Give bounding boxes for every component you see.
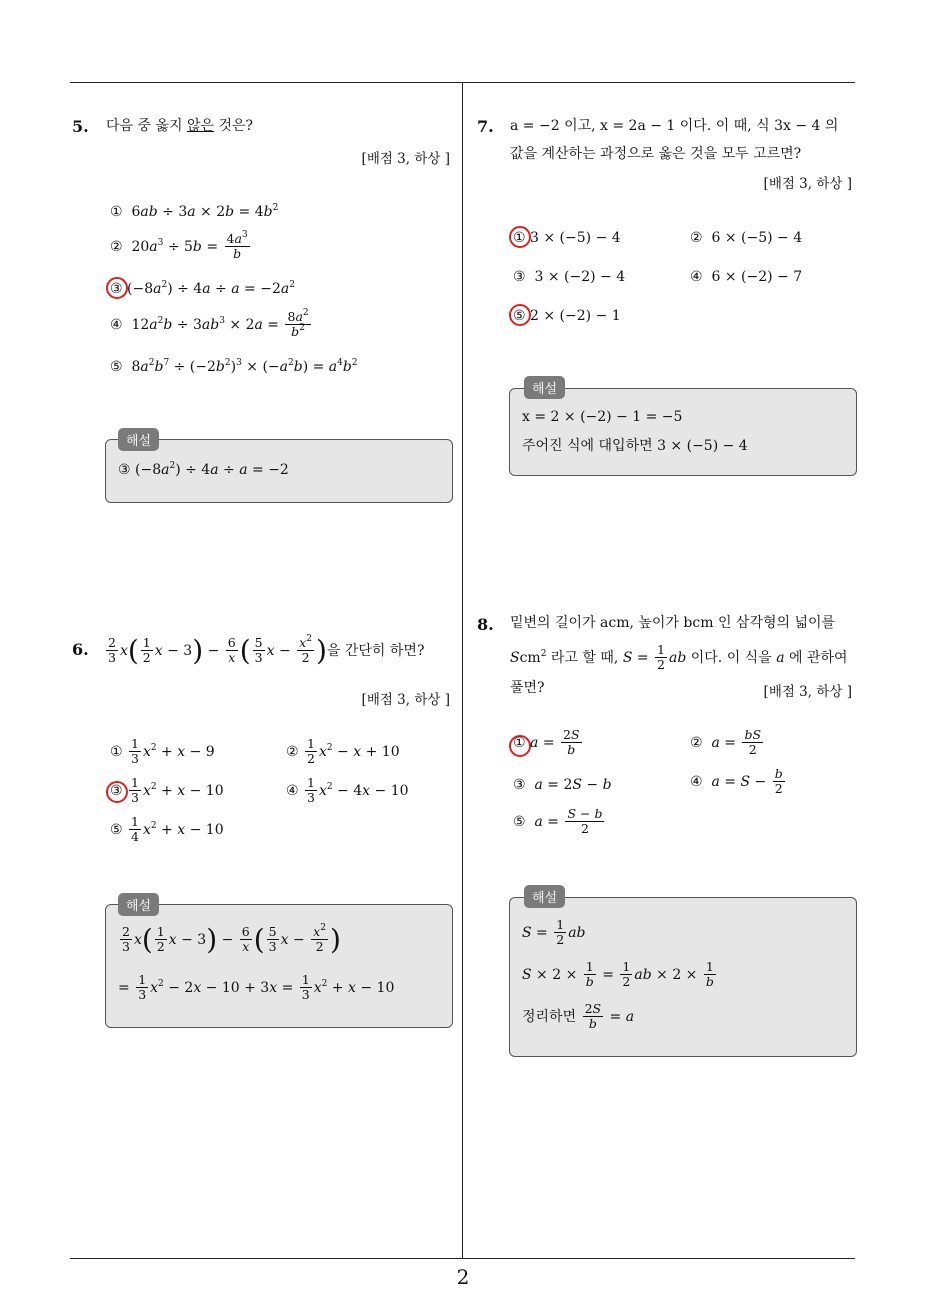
solution-box (509, 388, 857, 476)
solution-tag: 해설 (524, 885, 565, 908)
question-stem: $\frac{2}{3}$ x( $\frac{1}{2}$ x − 3) − $\frac{6}{x}$ ( $\frac{5}{3}$ x − $\frac{x^2}{2}$ )을 간단히 하면? (108, 633, 425, 667)
option-5[interactable]: ⑤ $\frac{1}{4}$ $x^2 + x - 10$ (110, 814, 224, 845)
solution-line-3: 정리하면 $\frac{2S}{b}$ = a (522, 1001, 635, 1032)
option-2[interactable]: ② $20a^3 \div 5b$ = $\frac{4a^3}{b}$ (110, 230, 248, 262)
question-number: 8. (477, 615, 494, 634)
question-number: 5. (72, 117, 89, 136)
solution-line-1: $\frac{2}{3}$ x( $\frac{1}{2}$ x − 3) − $\frac{6}{x}$ ( $\frac{5}{3}$ x − $\frac{x^2}{2}$ ) (122, 922, 341, 956)
score-label: [배점 3, 하상 ] (361, 151, 450, 167)
solution-line-2: S × 2 × $\frac{1}{b}$ = $\frac{1}{2}$ ab × 2 × $\frac{1}{b}$ (522, 959, 714, 990)
solution-text: ③ $(-8a^2) \div 4a \div a = -2$ (118, 461, 289, 478)
solution-tag: 해설 (118, 893, 159, 916)
question-stem-line-3: 풀면? (510, 680, 545, 696)
question-stem: a = −2 이고, x = 2a − 1 이다. 이 때, 식 3x − 4 의 값을 계산하는 과정으로 옳은 것을 모두 고르면? (510, 118, 839, 162)
column-divider (462, 83, 463, 1258)
option-1[interactable]: ① $\frac{1}{3}$ $x^2 + x - 9$ (110, 736, 215, 767)
solution-line-2: 주어진 식에 대입하면 3 × (−5) − 4 (522, 438, 748, 454)
score-label: [배점 3, 하상 ] (763, 684, 852, 700)
solution-box (105, 904, 453, 1028)
option-3[interactable]: ③ $(-8a^2) \div 4a \div a = -2a^2$ (110, 280, 295, 297)
option-4[interactable]: ④ 6 × (−2) − 7 (690, 269, 803, 285)
solution-line-1: S = $\frac{1}{2}$ ab (522, 917, 586, 948)
solution-tag: 해설 (118, 428, 159, 451)
option-3[interactable]: ③ a = 2S − b (513, 777, 612, 793)
question-number: 7. (477, 117, 494, 136)
bottom-rule (70, 1258, 855, 1259)
option-3[interactable]: ③ $\frac{1}{3}$ $x^2 + x - 10$ (110, 775, 224, 806)
option-1[interactable]: ① $6ab \div 3a \times 2b = 4b^2$ (110, 203, 279, 220)
question-stem-line-2: Scm$^2$ 라고 할 때, S = $\frac{1}{2}$ ab 이다. 이 식을 a 에 관하여 (510, 642, 848, 673)
question-stem-line-1: 밑변의 길이가 acm, 높이가 bcm 인 삼각형의 넓이를 (510, 615, 836, 631)
option-2[interactable]: ② a = $\frac{bS}{2}$ (690, 727, 762, 758)
solution-line-1: x = 2 × (−2) − 1 = −5 (522, 409, 683, 425)
option-4[interactable]: ④ $\frac{1}{3}$ $x^2 - 4x - 10$ (286, 775, 409, 806)
question-stem: 다음 중 옳지 않은 것은? (106, 118, 254, 134)
option-5[interactable]: ⑤ a = $\frac{S - b}{2}$ (513, 806, 603, 837)
option-4[interactable]: ④ $12a^2b \div 3ab^3 \times 2a$ = $\frac{8a^2}{b^2}$ (110, 308, 309, 340)
option-4[interactable]: ④ a = S − $\frac{b}{2}$ (690, 766, 783, 797)
solution-line-2: = $\frac{1}{3}$ $x^2 - 2x - 10 + 3x$ = $\frac{1}{3}$ $x^2 + x - 10$ (118, 972, 395, 1003)
option-5[interactable]: ⑤ $8a^2b^7 \div (-2b^2)^3 \times (-a^2b) = a^4b^2$ (110, 358, 358, 375)
solution-tag: 해설 (524, 376, 565, 399)
option-1[interactable]: ① a = $\frac{2S}{b}$ (513, 727, 580, 758)
page-number: 2 (456, 1265, 470, 1289)
option-2[interactable]: ② 6 × (−5) − 4 (690, 230, 803, 246)
score-label: [배점 3, 하상 ] (361, 692, 450, 708)
option-2[interactable]: ② $\frac{1}{2}$ $x^2 - x + 10$ (286, 736, 400, 767)
score-label: [배점 3, 하상 ] (763, 176, 852, 192)
question-number: 6. (72, 640, 89, 659)
option-1[interactable]: ① 3 × (−5) − 4 (513, 230, 621, 246)
option-5[interactable]: ⑤ 2 × (−2) − 1 (513, 308, 621, 324)
solution-box (509, 897, 857, 1057)
option-3[interactable]: ③ 3 × (−2) − 4 (513, 269, 626, 285)
